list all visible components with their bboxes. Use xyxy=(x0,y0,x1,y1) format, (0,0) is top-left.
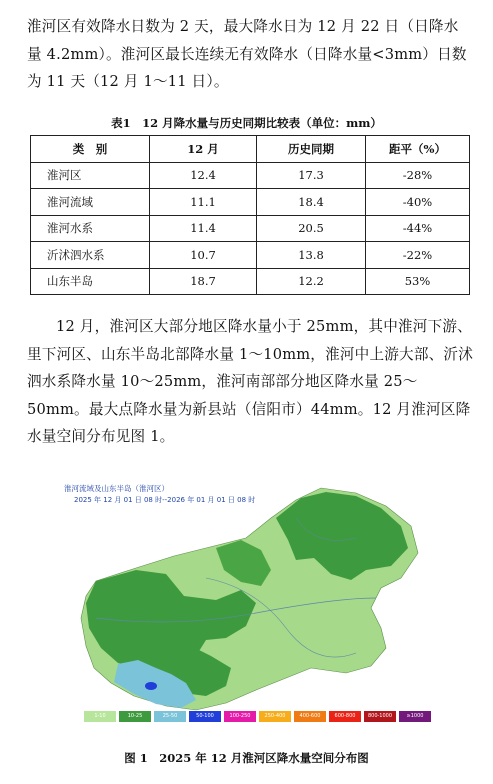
header-historical: 历史同期 xyxy=(257,136,366,163)
cell-anomaly: 53% xyxy=(366,268,470,295)
table-row xyxy=(31,242,470,269)
cell-historical: 18.4 xyxy=(257,189,366,216)
legend-item: 50-100 xyxy=(189,711,221,722)
legend-item: 25-50 xyxy=(154,711,186,722)
cell-category: 淮河流域 xyxy=(31,189,150,216)
legend-item: 10-25 xyxy=(119,711,151,722)
table-row xyxy=(31,268,470,295)
legend-item: 800-1000 xyxy=(364,711,396,722)
legend-item: 400-600 xyxy=(294,711,326,722)
legend-item: 100-250 xyxy=(224,711,256,722)
cell-december: 11.1 xyxy=(150,189,257,216)
cell-december: 11.4 xyxy=(150,215,257,242)
legend-item: ≥1000 xyxy=(399,711,431,722)
table-header-row xyxy=(31,136,470,163)
figure-caption: 图 1 2025 年 12 月淮河区降水量空间分布图 xyxy=(124,751,369,765)
header-anomaly: 距平（%） xyxy=(366,136,470,163)
legend-item: 600-800 xyxy=(329,711,361,722)
header-december: 12 月 xyxy=(150,136,257,163)
cell-anomaly: -44% xyxy=(366,215,470,242)
cell-anomaly: -22% xyxy=(366,242,470,269)
cell-category: 淮河区 xyxy=(31,162,150,189)
legend-item: 250-400 xyxy=(259,711,291,722)
cell-category: 淮河水系 xyxy=(31,215,150,242)
legend-item: 1-10 xyxy=(84,711,116,722)
cell-category: 山东半岛 xyxy=(31,268,150,295)
table-row xyxy=(31,215,470,242)
map-period: 2025 年 12 月 01 日 08 时--2026 年 01 月 01 日 08 时 xyxy=(74,496,256,504)
precipitation-distribution-map xyxy=(56,478,440,728)
cell-historical: 20.5 xyxy=(257,215,366,242)
cell-december: 18.7 xyxy=(150,268,257,295)
precipitation-comparison-table xyxy=(30,135,470,295)
table-row xyxy=(31,162,470,189)
cell-december: 10.7 xyxy=(150,242,257,269)
cell-historical: 13.8 xyxy=(257,242,366,269)
cell-category: 沂沭泗水系 xyxy=(31,242,150,269)
map-graphic xyxy=(56,478,440,728)
intro-paragraph: 淮河区有效降水日数为 2 天，最大降水日为 12 月 22 日（日降水量 4.2mm）。淮河区最长连续无有效降水（日降水量<3mm）日数为 11 天（12 月 1～11 日）。 xyxy=(27,18,467,90)
cell-historical: 12.2 xyxy=(257,268,366,295)
table-caption: 表1 12 月降水量与历史同期比较表（单位：mm） xyxy=(111,116,382,130)
cell-december: 12.4 xyxy=(150,162,257,189)
cell-anomaly: -40% xyxy=(366,189,470,216)
zone-50-100 xyxy=(145,682,157,690)
table-row xyxy=(31,189,470,216)
cell-historical: 17.3 xyxy=(257,162,366,189)
cell-anomaly: -28% xyxy=(366,162,470,189)
header-category: 类 别 xyxy=(31,136,150,163)
analysis-paragraph: 12 月，淮河区大部分地区降水量小于 25mm，其中淮河下游、里下河区、山东半岛北部降水量 1～10mm，淮河中上游大部、沂沭泗水系降水量 10～25mm，淮河南部部分地区降水量 25～50mm。最大点降水量为新县站（信阳市）44mm。12 月淮河区降水量空间分布见图 1。 xyxy=(27,318,474,445)
map-title: 淮河流域及山东半岛（淮河区） xyxy=(64,484,169,493)
